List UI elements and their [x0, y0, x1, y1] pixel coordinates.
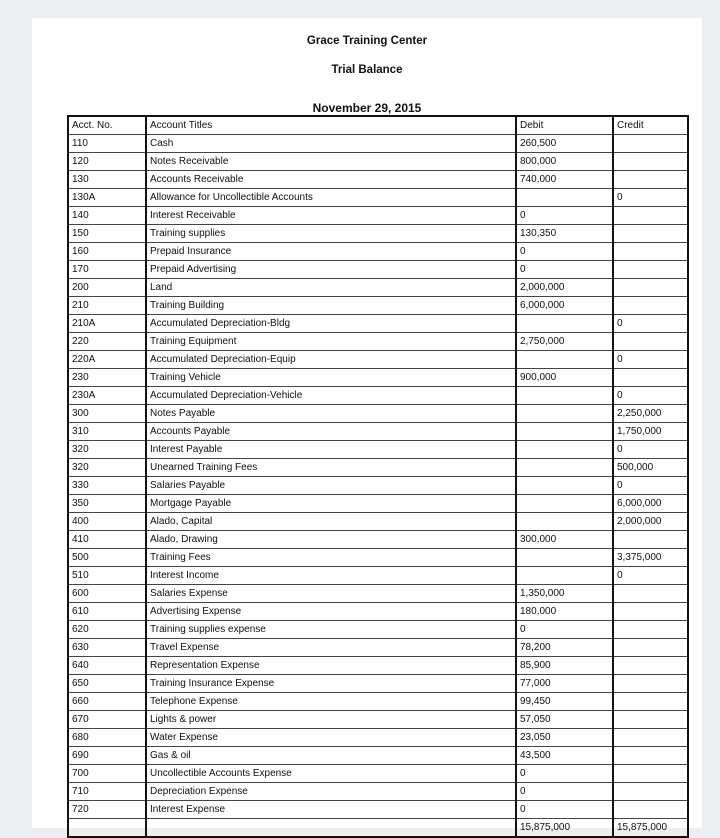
table-row: [68, 531, 688, 549]
acct-no-cell: 120: [68, 153, 146, 171]
account-title-cell: Salaries Payable: [146, 477, 516, 495]
trial-balance-table: [67, 115, 689, 838]
debit-cell: [516, 549, 613, 567]
acct-no-cell: 320: [68, 441, 146, 459]
acct-no-cell: 330: [68, 477, 146, 495]
report-date: November 29, 2015: [312, 101, 422, 115]
debit-cell: 99,450: [516, 693, 613, 711]
credit-cell: 1,750,000: [613, 423, 688, 441]
company-name: Grace Training Center: [306, 35, 428, 47]
account-title-cell: Training Vehicle: [146, 369, 516, 387]
acct-no-cell: 170: [68, 261, 146, 279]
debit-cell: [516, 405, 613, 423]
table-row: [68, 297, 688, 315]
account-title-cell: Training Insurance Expense: [146, 675, 516, 693]
account-title-cell: Prepaid Advertising: [146, 261, 516, 279]
acct-no-cell: 300: [68, 405, 146, 423]
debit-cell: 130,350: [516, 225, 613, 243]
table-row: [68, 153, 688, 171]
debit-cell: 2,750,000: [516, 333, 613, 351]
account-title-cell: Lights & power: [146, 711, 516, 729]
debit-cell: [516, 459, 613, 477]
account-title-cell: Notes Receivable: [146, 153, 516, 171]
account-title-cell: Land: [146, 279, 516, 297]
account-title-cell: Water Expense: [146, 729, 516, 747]
acct-no-cell: 210A: [68, 315, 146, 333]
account-title-cell: Alado, Capital: [146, 513, 516, 531]
table-row: [68, 801, 688, 819]
credit-cell: [613, 675, 688, 693]
table-row: [68, 459, 688, 477]
account-title-cell: Depreciation Expense: [146, 783, 516, 801]
table-row: [68, 261, 688, 279]
debit-cell: 740,000: [516, 171, 613, 189]
acct-no-cell: 310: [68, 423, 146, 441]
table-row: [68, 495, 688, 513]
debit-cell: 78,200: [516, 639, 613, 657]
document-page: [32, 18, 702, 833]
debit-cell: 2,000,000: [516, 279, 613, 297]
account-title-cell: Interest Payable: [146, 441, 516, 459]
table-row: [68, 369, 688, 387]
col-header-acct-no: Acct. No.: [68, 116, 146, 135]
table-row: [68, 747, 688, 765]
acct-no-cell: 630: [68, 639, 146, 657]
table-row: [68, 243, 688, 261]
account-title-cell: Interest Receivable: [146, 207, 516, 225]
acct-no-cell: 230: [68, 369, 146, 387]
debit-cell: [516, 189, 613, 207]
account-title-cell: Accounts Receivable: [146, 171, 516, 189]
table-row: [68, 279, 688, 297]
acct-no-cell: 350: [68, 495, 146, 513]
table-row: [68, 549, 688, 567]
account-title-cell: Uncollectible Accounts Expense: [146, 765, 516, 783]
account-title-cell: Accounts Payable: [146, 423, 516, 441]
table-row: [68, 171, 688, 189]
total-debit-cell: 15,875,000: [516, 819, 613, 838]
credit-cell: [613, 261, 688, 279]
debit-cell: [516, 315, 613, 333]
acct-no-cell: 140: [68, 207, 146, 225]
table-row: [68, 189, 688, 207]
debit-cell: [516, 495, 613, 513]
col-header-credit: Credit: [613, 116, 688, 135]
debit-cell: 0: [516, 261, 613, 279]
account-title-cell: Representation Expense: [146, 657, 516, 675]
total-acct-no-cell: [68, 819, 146, 838]
table-row: [68, 441, 688, 459]
table-row: [68, 765, 688, 783]
debit-cell: 0: [516, 765, 613, 783]
account-title-cell: Alado, Drawing: [146, 531, 516, 549]
credit-cell: [613, 621, 688, 639]
debit-cell: [516, 423, 613, 441]
credit-cell: 0: [613, 567, 688, 585]
credit-cell: [613, 711, 688, 729]
table-row: [68, 693, 688, 711]
debit-cell: 0: [516, 783, 613, 801]
account-title-cell: Travel Expense: [146, 639, 516, 657]
debit-cell: 57,050: [516, 711, 613, 729]
table-row: [68, 603, 688, 621]
table-header-row: [68, 116, 688, 135]
table-row: [68, 351, 688, 369]
debit-cell: 85,900: [516, 657, 613, 675]
debit-cell: [516, 477, 613, 495]
table-row: [68, 585, 688, 603]
table-row: [68, 675, 688, 693]
credit-cell: [613, 657, 688, 675]
acct-no-cell: 320: [68, 459, 146, 477]
acct-no-cell: 620: [68, 621, 146, 639]
debit-cell: [516, 387, 613, 405]
credit-cell: 6,000,000: [613, 495, 688, 513]
acct-no-cell: 720: [68, 801, 146, 819]
table-row: [68, 711, 688, 729]
account-title-cell: Accumulated Depreciation-Equip: [146, 351, 516, 369]
acct-no-cell: 110: [68, 135, 146, 153]
account-title-cell: Allowance for Uncollectible Accounts: [146, 189, 516, 207]
totals-row: [68, 819, 688, 838]
table-row: [68, 639, 688, 657]
debit-cell: 1,350,000: [516, 585, 613, 603]
acct-no-cell: 660: [68, 693, 146, 711]
table-row: [68, 333, 688, 351]
credit-cell: [613, 297, 688, 315]
account-title-cell: Accumulated Depreciation-Bldg: [146, 315, 516, 333]
credit-cell: [613, 603, 688, 621]
acct-no-cell: 510: [68, 567, 146, 585]
acct-no-cell: 130: [68, 171, 146, 189]
account-title-cell: Training Building: [146, 297, 516, 315]
account-title-cell: Mortgage Payable: [146, 495, 516, 513]
acct-no-cell: 220: [68, 333, 146, 351]
credit-cell: 0: [613, 351, 688, 369]
credit-cell: 500,000: [613, 459, 688, 477]
account-title-cell: Prepaid Insurance: [146, 243, 516, 261]
credit-cell: [613, 207, 688, 225]
report-title: Trial Balance: [331, 64, 403, 76]
acct-no-cell: 200: [68, 279, 146, 297]
col-header-account-titles: Account Titles: [146, 116, 516, 135]
credit-cell: 3,375,000: [613, 549, 688, 567]
table-row: [68, 423, 688, 441]
acct-no-cell: 670: [68, 711, 146, 729]
total-account-title-cell: [146, 819, 516, 838]
credit-cell: 2,250,000: [613, 405, 688, 423]
acct-no-cell: 220A: [68, 351, 146, 369]
total-credit-cell: 15,875,000: [613, 819, 688, 838]
table-body: [68, 135, 688, 838]
credit-cell: [613, 225, 688, 243]
credit-cell: [613, 135, 688, 153]
debit-cell: 6,000,000: [516, 297, 613, 315]
table-row: [68, 207, 688, 225]
credit-cell: 0: [613, 315, 688, 333]
debit-cell: 77,000: [516, 675, 613, 693]
table-row: [68, 567, 688, 585]
credit-cell: 2,000,000: [613, 513, 688, 531]
credit-cell: 0: [613, 477, 688, 495]
table-row: [68, 657, 688, 675]
account-title-cell: Interest Expense: [146, 801, 516, 819]
credit-cell: [613, 747, 688, 765]
acct-no-cell: 160: [68, 243, 146, 261]
acct-no-cell: 400: [68, 513, 146, 531]
credit-cell: [613, 729, 688, 747]
debit-cell: [516, 567, 613, 585]
table-row: [68, 783, 688, 801]
account-title-cell: Training Fees: [146, 549, 516, 567]
table-row: [68, 135, 688, 153]
credit-cell: [613, 531, 688, 549]
credit-cell: [613, 153, 688, 171]
table-row: [68, 621, 688, 639]
acct-no-cell: 150: [68, 225, 146, 243]
account-title-cell: Interest Income: [146, 567, 516, 585]
acct-no-cell: 600: [68, 585, 146, 603]
credit-cell: [613, 585, 688, 603]
debit-cell: 23,050: [516, 729, 613, 747]
table-row: [68, 315, 688, 333]
credit-cell: [613, 243, 688, 261]
account-title-cell: Training Equipment: [146, 333, 516, 351]
credit-cell: 0: [613, 387, 688, 405]
account-title-cell: Telephone Expense: [146, 693, 516, 711]
acct-no-cell: 650: [68, 675, 146, 693]
credit-cell: 0: [613, 441, 688, 459]
acct-no-cell: 680: [68, 729, 146, 747]
credit-cell: [613, 279, 688, 297]
acct-no-cell: 610: [68, 603, 146, 621]
debit-cell: [516, 513, 613, 531]
acct-no-cell: 640: [68, 657, 146, 675]
credit-cell: [613, 639, 688, 657]
debit-cell: 0: [516, 243, 613, 261]
table-row: [68, 387, 688, 405]
account-title-cell: Notes Payable: [146, 405, 516, 423]
credit-cell: [613, 783, 688, 801]
table-row: [68, 225, 688, 243]
account-title-cell: Unearned Training Fees: [146, 459, 516, 477]
credit-cell: [613, 765, 688, 783]
credit-cell: [613, 333, 688, 351]
table-row: [68, 513, 688, 531]
acct-no-cell: 410: [68, 531, 146, 549]
debit-cell: 43,500: [516, 747, 613, 765]
debit-cell: 0: [516, 621, 613, 639]
col-header-debit: Debit: [516, 116, 613, 135]
account-title-cell: Training supplies: [146, 225, 516, 243]
acct-no-cell: 130A: [68, 189, 146, 207]
credit-cell: [613, 693, 688, 711]
debit-cell: [516, 351, 613, 369]
account-title-cell: Accumulated Depreciation-Vehicle: [146, 387, 516, 405]
account-title-cell: Advertising Expense: [146, 603, 516, 621]
credit-cell: 0: [613, 189, 688, 207]
acct-no-cell: 700: [68, 765, 146, 783]
debit-cell: 800,000: [516, 153, 613, 171]
debit-cell: 0: [516, 207, 613, 225]
table-row: [68, 405, 688, 423]
debit-cell: 180,000: [516, 603, 613, 621]
table-row: [68, 729, 688, 747]
account-title-cell: Cash: [146, 135, 516, 153]
account-title-cell: Salaries Expense: [146, 585, 516, 603]
account-title-cell: Gas & oil: [146, 747, 516, 765]
acct-no-cell: 210: [68, 297, 146, 315]
debit-cell: 300,000: [516, 531, 613, 549]
acct-no-cell: 230A: [68, 387, 146, 405]
table-row: [68, 477, 688, 495]
account-title-cell: Training supplies expense: [146, 621, 516, 639]
debit-cell: 260,500: [516, 135, 613, 153]
credit-cell: [613, 801, 688, 819]
debit-cell: 0: [516, 801, 613, 819]
acct-no-cell: 500: [68, 549, 146, 567]
debit-cell: 900,000: [516, 369, 613, 387]
credit-cell: [613, 369, 688, 387]
acct-no-cell: 710: [68, 783, 146, 801]
debit-cell: [516, 441, 613, 459]
acct-no-cell: 690: [68, 747, 146, 765]
credit-cell: [613, 171, 688, 189]
